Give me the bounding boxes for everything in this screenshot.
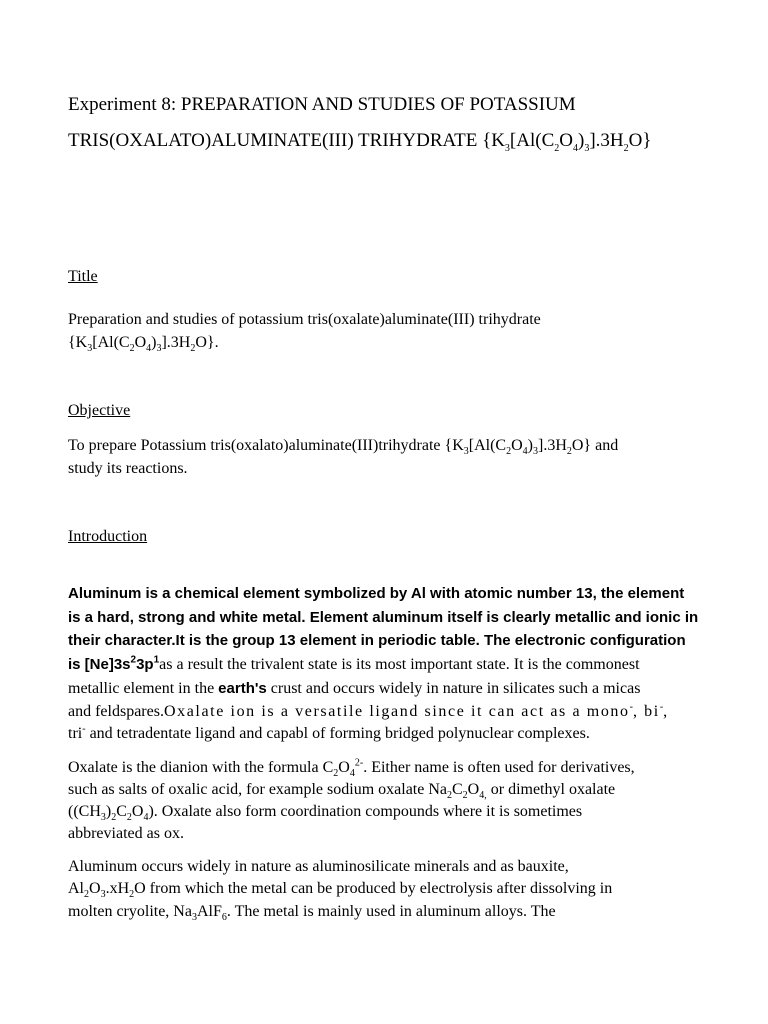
document-title-line-2: TRIS(OXALATO)ALUMINATE(III) TRIHYDRATE $\{K_3[Al(C_2O_4)_3].3H_2O\}$ [68,130,652,154]
objective-text-line-2: study its reactions. [68,460,188,477]
section-heading-objective: Objective [68,402,131,419]
intro-p2-line-4: abbreviated as ox. [68,825,184,842]
intro-p1-line-7: tri- and tetradentate ligand and capabl of forming bridged polynuclear complexes. [68,723,590,742]
section-heading-introduction: Introduction [68,528,148,545]
intro-p1-line-5: metallic element in the earth's crust and occurs widely in nature in silicates such a micas [68,680,641,697]
intro-p3-line-3: molten cryolite, $Na_3AlF_6$. The metal is mainly used in aluminum alloys. The [68,903,556,924]
intro-p1-line-6: and feldspares.Oxalate ion is a versatile ligand since it can act as a mono-, bi-, [68,701,668,720]
intro-p1-line-3: their character.It is the group 13 element in periodic table. The electronic configuration [68,632,686,649]
title-text-line-1: Preparation and studies of potassium tris(oxalate)aluminate(III) trihydrate [68,311,541,328]
intro-p2-line-2: such as salts of oxalic acid, for example sodium oxalate $Na_2C_2O_{4,}$ or dimethyl oxalate [68,781,616,802]
section-heading-title: Title [68,268,98,285]
intro-p1-line-4: is $[Ne]3s^23p^1as$ a result the trivalent state is its most important state. It is the commonest [68,654,640,673]
intro-p1-line-1: Aluminum is a chemical element symbolized by Al with atomic number 13, the element [68,585,685,602]
objective-text-line-1: To prepare Potassium tris(oxalato)aluminate(III)trihydrate $\{K_3[Al(C_2O_4)_3].3H_2O\}$ and [68,437,619,458]
intro-p3-line-1: Aluminum occurs widely in nature as aluminosilicate minerals and as bauxite, [68,858,569,875]
intro-p2-line-3: $((CH_3)_2C_2O_4)$. Oxalate also form coordination compounds where it is sometimes [68,803,583,824]
intro-p1-line-2: is a hard, strong and white metal. Element aluminum itself is clearly metallic and ionic in [68,609,699,626]
intro-p2-line-1: Oxalate is the dianion with the formula $C_2O_4^{2-}$. Either name is often used for derivatives, [68,757,635,780]
intro-p3-line-2: $Al_2O_3.xH_2O$ from which the metal can be produced by electrolysis after dissolving in [68,880,613,901]
title-text-line-2: $\{K_3[Al(C_2O_4)_3].3H_2O\}$. [68,334,219,355]
document-title-line-1: Experiment 8: PREPARATION AND STUDIES OF POTASSIUM [68,94,576,115]
